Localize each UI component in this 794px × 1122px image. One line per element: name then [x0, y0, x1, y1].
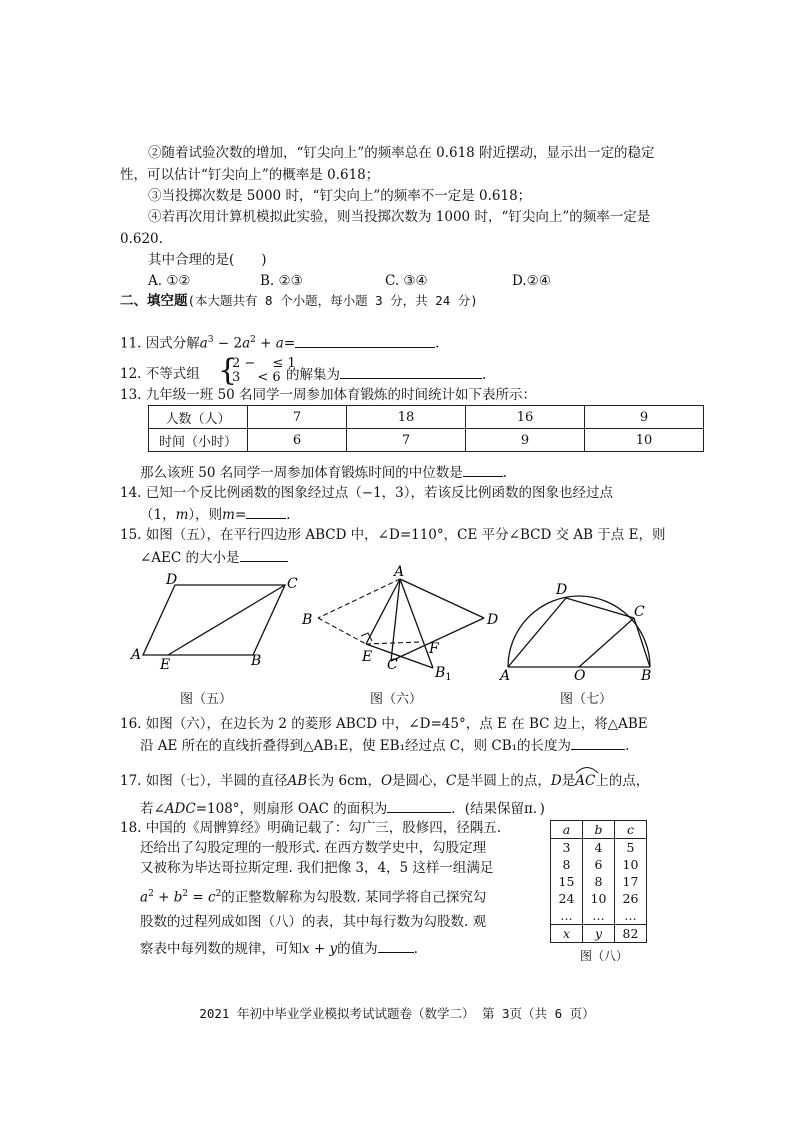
table-row	[551, 907, 647, 925]
q17-line-2	[140, 798, 545, 819]
label-a: A	[500, 668, 511, 682]
q16-answer-blank[interactable]	[571, 735, 625, 750]
segment-ac	[391, 579, 400, 661]
right-angle-mark	[361, 633, 372, 641]
section-heading	[120, 291, 478, 311]
q17-arc-ac	[575, 768, 595, 791]
table-cell: a	[551, 821, 583, 839]
q11-number: 11.	[120, 335, 142, 352]
q16-number: 16.	[120, 716, 142, 732]
q18-var-x: x	[302, 941, 310, 957]
q14-line-1	[120, 483, 613, 503]
table-cell: …	[551, 907, 583, 925]
q18-var-y: y	[329, 941, 338, 957]
q17-var-o: O	[380, 773, 393, 789]
q14-equals: =	[234, 507, 247, 523]
figure-6-caption: 图（六）	[370, 692, 423, 707]
q18-line-6: 察表中每列数的规律，可知x + y的值为 .	[140, 938, 418, 959]
q12-inequality-1: 2 − ≤ 1	[232, 356, 296, 371]
q14-var-m: m	[175, 507, 189, 523]
q18-text-6b: 的值为	[337, 941, 378, 957]
q10-statement-2b: 性，可以估计“钉尖向上”的概率是 0.618；	[120, 167, 380, 183]
q15-line-1	[120, 525, 665, 545]
label-d: D	[556, 582, 568, 598]
q14-text-2b: ），则	[188, 507, 223, 523]
q17-var-c: C	[446, 773, 457, 789]
q12-suffix: 的解集为 .	[286, 364, 486, 385]
q14-line-2: （1，m），则m= .	[140, 504, 291, 525]
q18-text-6: 察表中每列数的规律，可知	[140, 941, 302, 957]
q18-line-1	[120, 818, 501, 838]
figure-5-parallelogram	[130, 568, 313, 673]
q15-number: 15.	[120, 527, 142, 543]
q13	[120, 385, 536, 405]
q11: 11. 因式分解$a^3 - 2a^2 + a=$ .	[120, 330, 439, 354]
table-cell: 5	[615, 839, 647, 857]
label-e: E	[362, 649, 373, 665]
q18-var-c: c	[208, 889, 216, 906]
table-row	[551, 873, 647, 890]
q11-minus: − 2	[213, 335, 243, 352]
label-a: A	[131, 647, 142, 663]
table-cell: 人数（人）	[149, 406, 248, 429]
q17-var-adc: ADC	[164, 801, 196, 817]
q12-text: 不等式组	[145, 366, 200, 382]
table-cell: 7	[248, 406, 347, 429]
q16-text-2: 沿 AE 所在的直线折叠得到△AB₁E，使 EB₁经过点 C，则 CB₁的长度为	[140, 738, 572, 754]
segment-cb	[634, 618, 650, 667]
segment-oc	[579, 618, 634, 667]
q13-table	[148, 405, 704, 452]
semicircle-arc	[508, 596, 650, 667]
q11-text: 因式分解	[145, 335, 200, 352]
q11-equals: =	[283, 335, 296, 352]
q15-text-1: 如图（五），在平行四边形 ABCD 中，∠D=110°，CE 平分∠BCD 交 AB 于点 E，则	[145, 527, 666, 543]
label-b: B	[302, 612, 313, 628]
label-o: O	[574, 668, 586, 682]
table-cell: …	[583, 907, 615, 925]
table-cell: 3	[551, 839, 583, 857]
table-cell: 10	[615, 856, 647, 873]
q14-number: 14.	[120, 485, 142, 501]
arc-mark-icon	[575, 764, 599, 774]
table-row	[551, 856, 647, 873]
segment-ae	[366, 579, 400, 644]
label-d: D	[166, 572, 178, 588]
table-row	[551, 821, 647, 839]
table-cell: 24	[551, 890, 583, 907]
table-cell: b	[583, 821, 615, 839]
q12-prefix	[120, 364, 200, 384]
q17-line-1	[120, 768, 649, 791]
q17-text-b: 长为 6cm，	[307, 773, 381, 789]
q10-option-b: B. ②③	[260, 273, 303, 289]
section-title: 二、填空题	[120, 293, 188, 309]
table-cell: 8	[551, 856, 583, 873]
table-cell: 10	[583, 890, 615, 907]
table-cell: 26	[615, 890, 647, 907]
table-cell: 16	[466, 406, 585, 429]
q17-text-a: 如图（七），半圆的直径	[145, 773, 288, 789]
q17-text-c: 是圆心，	[392, 773, 447, 789]
label-c: C	[287, 576, 298, 592]
segment-dc	[566, 598, 634, 618]
figure-5-caption: 图（五）	[180, 692, 233, 707]
q10-option-d: D.②④	[512, 273, 551, 289]
q12-inequality-2: 3 < 6	[232, 370, 281, 385]
q10-statement-2a: ②随着试验次数的增加，“钉尖向上”的频率总在 0.618 附近摆动，显示出一定的稳定	[148, 145, 655, 161]
figure-6-rhombus	[298, 565, 511, 685]
figure-8-caption: 图（八）	[580, 949, 629, 963]
segment-ce	[168, 585, 285, 655]
q18-line-3: 又被称为毕达哥拉斯定理. 我们把像 3，4，5 这样一组满足	[140, 860, 494, 876]
q14-text-2a: （1，	[140, 507, 176, 523]
table-cell: 10	[585, 429, 704, 452]
dashed-ab	[318, 579, 400, 618]
q15-text-2: ∠AEC 的大小是	[140, 550, 240, 566]
table-cell: c	[615, 821, 647, 839]
q12-post: 的解集为	[286, 367, 340, 383]
q17-text-2b: =108°，则扇形 OAC 的面积为	[195, 801, 388, 817]
table-cell: 时间（小时）	[149, 429, 248, 452]
table-row	[149, 429, 704, 452]
segment-eb1	[366, 644, 433, 668]
table-row	[149, 406, 704, 429]
table-cell: 9	[585, 406, 704, 429]
table-cell: 6	[583, 856, 615, 873]
q16-line-2: 沿 AE 所在的直线折叠得到△AB₁E，使 EB₁经过点 C，则 CB₁的长度为 .	[140, 735, 629, 756]
label-f: F	[429, 641, 439, 657]
table-cell: 6	[248, 429, 347, 452]
q16-line-1	[120, 714, 648, 734]
q11-var-a3: a	[275, 335, 284, 352]
q10-statement-4a: ④若再次用计算机模拟此实验，则当投掷次数为 1000 时，“钉尖向上”的频率一定是	[148, 209, 651, 225]
q14-text-1: 已知一个反比例函数的图象经过点（−1，3），若该反比例函数的图象也经过点	[145, 485, 614, 501]
q17-text-2a: 若∠	[140, 801, 165, 817]
label-b: B	[641, 668, 652, 682]
q18-line-4: $a^2 + b^2 = c^2$的正整数解称为勾股数. 某同学将自己探究勾	[140, 889, 487, 906]
q18-number: 18.	[120, 820, 142, 836]
q18-text-1: 中国的《周髀算经》明确记载了：勾广三，股修四，径隅五.	[145, 820, 502, 836]
figure-7-semicircle	[496, 570, 666, 682]
q13-answer-blank[interactable]	[463, 462, 503, 477]
table-cell: x	[551, 925, 583, 943]
figure-7-caption: 图（七）	[560, 692, 613, 707]
q16-text-1: 如图（六），在边长为 2 的菱形 ABCD 中，∠D=45°，点 E 在 BC 边上，将△ABE	[145, 716, 648, 732]
label-b1	[434, 665, 452, 683]
q13-after-text: 那么该班 50 名同学一周参加体育锻炼时间的中位数是	[140, 465, 463, 481]
q15-answer-blank[interactable]	[240, 547, 288, 562]
q17-text-e: 是	[561, 773, 576, 789]
q18-answer-blank[interactable]	[378, 938, 414, 953]
table-cell: 8	[583, 873, 615, 890]
q10-option-a: A. ①②	[148, 273, 191, 289]
table-row	[551, 925, 647, 943]
q10-option-c: C. ③④	[385, 273, 428, 289]
q18-line-2: 还给出了勾股定理的一般形式. 在西方数学史中，勾股定理	[140, 840, 487, 856]
q17-text-d: 是半圆上的点，	[456, 773, 551, 789]
dashed-be	[318, 618, 366, 644]
q18-line-5: 股数的过程列成如图（八）的表，其中每行数为勾股数. 观	[140, 914, 487, 930]
q17-var-d: D	[550, 773, 562, 789]
q17-var-ab: AB	[287, 773, 308, 789]
q17-text-2c: ．(结果保留π．)	[451, 801, 545, 817]
q11-var-a2: a	[242, 335, 251, 352]
q14-answer-blank[interactable]	[246, 504, 286, 519]
q10-statement-3: ③当投掷次数是 5000 时，“钉尖向上”的频率不一定是 0.618；	[148, 188, 532, 204]
q12-number: 12.	[120, 366, 142, 382]
table-row	[551, 839, 647, 857]
q10-statement-4b: 0.620.	[120, 231, 163, 247]
parallelogram-abcd	[143, 585, 285, 655]
table-cell: 4	[583, 839, 615, 857]
table-cell: 18	[347, 406, 466, 429]
q17-text-f: 上的点，	[595, 773, 650, 789]
label-c: C	[387, 657, 398, 673]
table-cell: 17	[615, 873, 647, 890]
section-note: (本大题共有 8 个小题，每小题 3 分，共 24 分)	[187, 293, 478, 308]
table-cell: 15	[551, 873, 583, 890]
page-footer: 2021 年初中毕业学业模拟考试试题卷（数学二） 第 3页（共 6 页）	[199, 1006, 595, 1021]
table-cell: …	[615, 907, 647, 925]
q17-number: 17.	[120, 773, 142, 789]
table-row	[551, 890, 647, 907]
label-b1-subscript: 1	[445, 672, 452, 683]
label-b1-letter: B	[435, 665, 446, 681]
label-b: B	[251, 653, 262, 669]
q11-var-a1: a	[199, 335, 208, 352]
q18-pythagorean-table	[550, 820, 647, 943]
table-cell: y	[583, 925, 615, 943]
table-cell: 7	[347, 429, 466, 452]
label-e: E	[160, 657, 171, 673]
label-a: A	[394, 565, 405, 580]
table-cell: 82	[615, 925, 647, 943]
q12-answer-blank[interactable]	[340, 364, 482, 379]
q11-plus: +	[255, 335, 276, 352]
q14-var-m2: m	[222, 507, 235, 523]
q18-text-4: 的正整数解称为勾股数. 某同学将自己探究勾	[221, 889, 487, 906]
label-d: D	[487, 612, 499, 628]
q12-brace: {	[218, 353, 238, 388]
q13-after: 那么该班 50 名同学一周参加体育锻炼时间的中位数是 .	[140, 462, 507, 483]
q17-answer-blank[interactable]	[387, 798, 451, 813]
label-c: C	[634, 604, 645, 620]
q18-var-a: a	[140, 889, 149, 906]
q13-number: 13.	[120, 387, 142, 403]
q15-line-2	[140, 547, 288, 568]
q18-var-b: b	[173, 889, 183, 906]
q10-question: 其中合理的是( )	[148, 252, 267, 268]
table-cell: 9	[466, 429, 585, 452]
q11-answer-blank[interactable]	[295, 333, 435, 348]
q17-arc-label: AC	[575, 773, 596, 789]
q13-text: 九年级一班 50 名同学一周参加体育锻炼的时间统计如下表所示：	[145, 387, 537, 403]
